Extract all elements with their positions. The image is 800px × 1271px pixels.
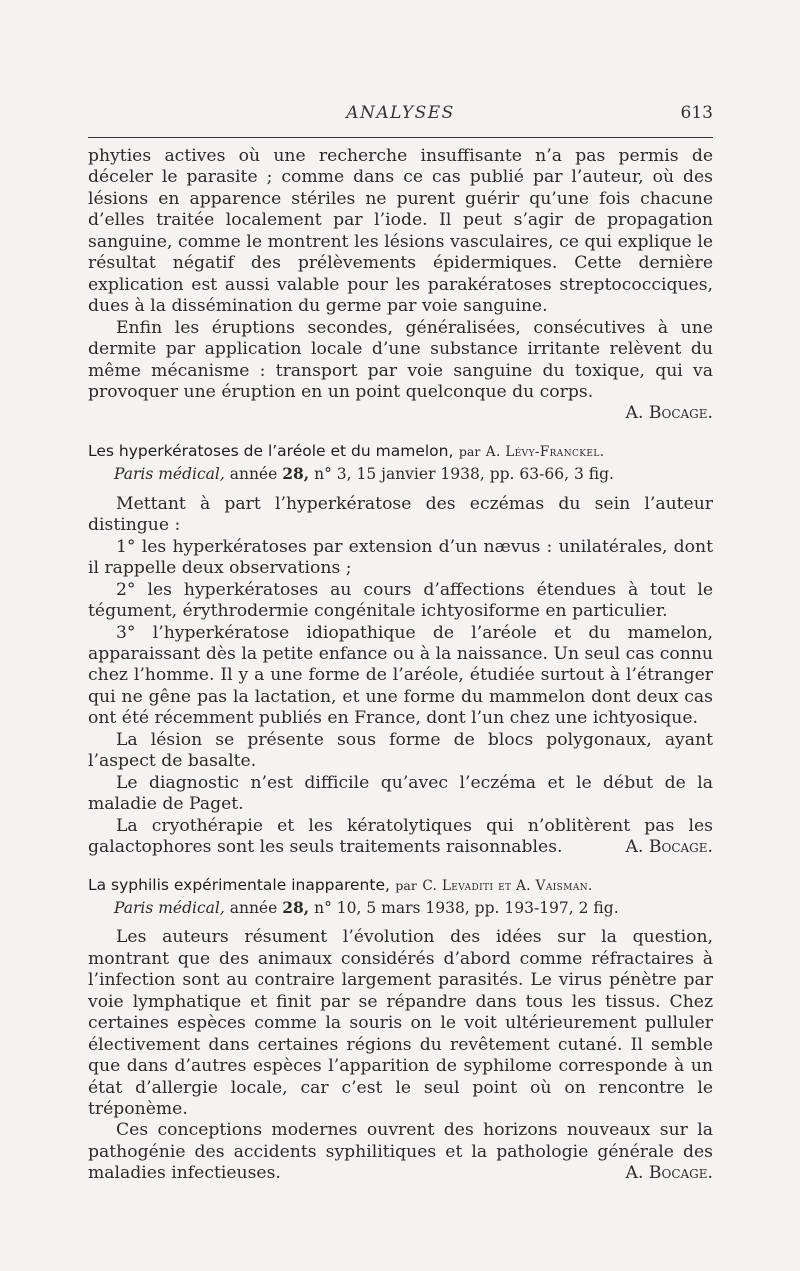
article-by: par	[458, 443, 481, 459]
reference-year-label: année	[229, 898, 278, 917]
reference-details: n° 3, 15 janvier 1938, pp. 63-66, 3 fig.	[314, 465, 614, 484]
paragraph-text: Enfin les éruptions secondes, généralisées, consécutives à une dermite par application locale d’une substance irritante relèvent du même mécanisme : transport par voie sanguine du toxique, qui va provoquer une éruption en un point quelconque du corps.	[88, 317, 713, 402]
paragraph: La lésion se présente sous forme de blocs polygonaux, ayant l’aspect de basalte.	[88, 729, 713, 772]
running-head	[88, 103, 713, 127]
paragraph-text: La cryothérapie et les kératolytiques qui n’oblitèrent pas les galactophores sont les seuls traitements raisonnables.	[88, 815, 713, 858]
article-heading	[88, 875, 713, 920]
journal-name: Paris médical,	[114, 465, 225, 484]
reference-volume: 28,	[282, 464, 310, 484]
paragraph: Mettant à part l’hyperkératose des eczémas du sein l’auteur distingue :	[88, 493, 713, 536]
article-authors: C. Levaditi et A. Vaisman.	[422, 877, 593, 894]
reference-year-label: année	[229, 465, 278, 484]
running-title: ANALYSES	[346, 103, 455, 123]
paragraph: phyties actives où une recherche insuffisante n’a pas permis de déceler le parasite ; comme dans ce cas publié par l’auteur, où des lésions en apparence stériles ne purent guérir qu’une fois chacune d’elles traitée localement par l’iode. Il peut s’agir de propagation sanguine, comme le montrent les lésions vasculaires, ce qui explique le résultat négatif des prélèvements épidermiques. Cette dernière explication est aussi valable pour les parakératoses streptococciques, dues à la dissémination du germe par voie sanguine.	[88, 146, 713, 317]
page-number: 613	[680, 103, 713, 123]
article-by: par	[395, 877, 417, 893]
paragraph	[88, 317, 713, 424]
paragraph: 3° l’hyperkératose idiopathique de l’aréole et du mamelon, apparaissant dès la petite enfance ou à la naissance. Un seul cas connu chez l’homme. Il y a une forme de l’aréole, étudiée surtout à l’étranger qui ne gêne pas la lactation, et une forme du mammelon dont deux cas ont été récemment publiés en France, dont l’un chez une ichtyosique.	[88, 622, 713, 729]
article-title: La syphilis expérimentale inapparente,	[88, 875, 390, 894]
article-title: Les hyperkératoses de l’aréole et du mamelon,	[88, 441, 454, 460]
article-reference	[88, 897, 713, 919]
signature: A. Bocage.	[625, 1163, 713, 1184]
article-authors: A. Lévy-Franckel.	[485, 443, 605, 460]
paragraph-text: Ces conceptions modernes ouvrent des horizons nouveaux sur la pathogénie des accidents syphilitiques et la pathologie générale des maladies infectieuses.	[88, 1120, 713, 1184]
signature: A. Bocage.	[625, 837, 713, 858]
reference-volume: 28,	[282, 897, 310, 917]
body-text	[88, 146, 713, 1185]
paragraph: 2° les hyperkératoses au cours d’affections étendues à tout le tégument, érythrodermie congénitale ichtyosiforme en particulier.	[88, 579, 713, 622]
paragraph	[88, 1120, 713, 1184]
journal-name: Paris médical,	[114, 898, 225, 917]
signature: A. Bocage.	[625, 403, 713, 424]
header-rule	[88, 137, 713, 138]
reference-details: n° 10, 5 mars 1938, pp. 193-197, 2 fig.	[314, 898, 619, 917]
article-reference	[88, 463, 713, 485]
paragraph: Les auteurs résument l’évolution des idées sur la question, montrant que des animaux considérés d’abord comme réfractaires à l’infection sont au contraire largement parasités. Le virus pénètre par voie lymphatique et finit par se répandre dans tous les tissus. Chez certaines espèces comme la souris on le voit ultérieurement pulluler électivement dans certaines régions du revêtement cutané. Il semble que dans d’autres espèces l’apparition de syphilome corresponde à un état d’allergie locale, car c’est le seul point où on rencontre le tréponème.	[88, 927, 713, 1120]
paragraph: Le diagnostic n’est difficile qu’avec l’eczéma et le début de la maladie de Paget.	[88, 772, 713, 815]
paragraph	[88, 816, 713, 859]
paragraph: 1° les hyperkératoses par extension d’un nævus : unilatérales, dont il rappelle deux observations ;	[88, 536, 713, 579]
article-heading	[88, 441, 713, 486]
